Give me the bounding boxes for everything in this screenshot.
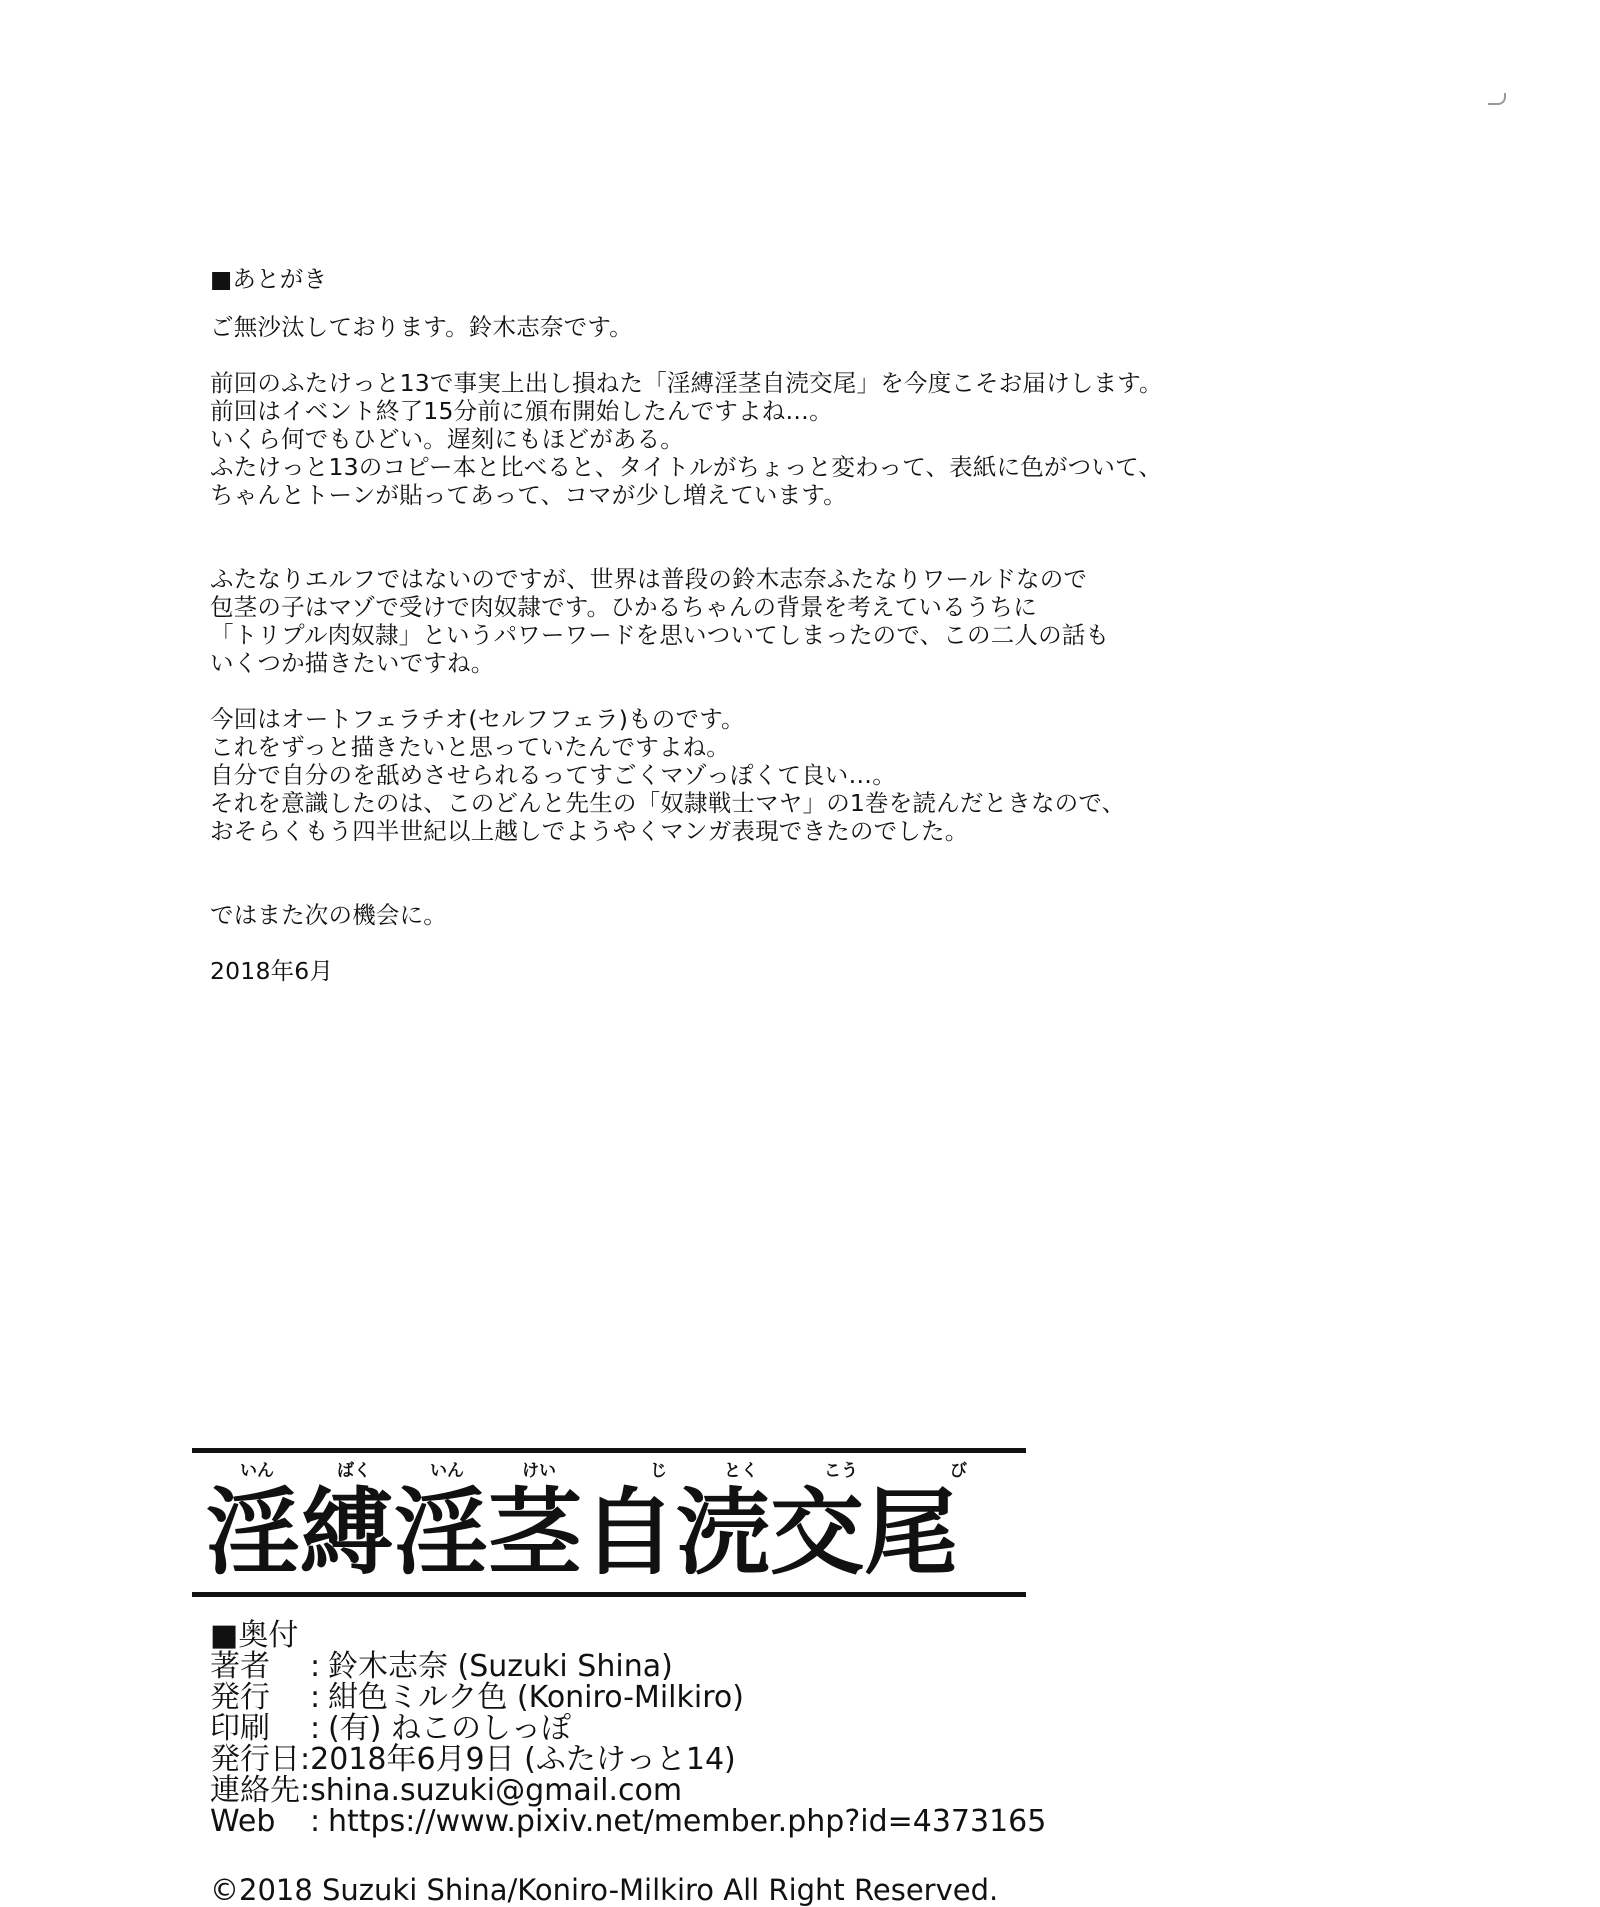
text-line: これをずっと描きたいと思っていたんですよね。: [210, 733, 730, 761]
colophon-key: 発行日: [210, 1742, 300, 1777]
title-top-rule: [192, 1448, 1026, 1453]
afterword-paragraph-3: [210, 705, 1450, 845]
text-line: おそらくもう四半世紀以上越しでようやくマンガ表現できたのでした。: [210, 817, 969, 845]
colophon-separator: :: [310, 1804, 321, 1839]
book-title: 淫縛淫茎自涜交尾: [206, 1478, 959, 1588]
ruby-reading: び: [950, 1461, 967, 1481]
colophon-separator: :: [300, 1773, 311, 1808]
colophon-key: 印刷: [210, 1711, 270, 1746]
text-line: ご無沙汰しております。鈴木志奈です。: [210, 313, 633, 341]
colophon-row-publisher: [210, 1682, 1110, 1713]
colophon-key: 発行: [210, 1680, 270, 1715]
text-line: 前回のふたけっと13で事実上出し損ねた「淫縛淫茎自涜交尾」を今度こそお届けします。: [210, 369, 1163, 397]
ruby-reading: とく: [724, 1461, 758, 1481]
colophon-value: 鈴木志奈 (Suzuki Shina): [328, 1649, 673, 1684]
text-line: いくつか描きたいですね。: [210, 649, 495, 677]
colophon-key: 連絡先: [210, 1773, 300, 1808]
ruby-reading: けい: [522, 1461, 556, 1481]
afterword-paragraph-2: [210, 565, 1450, 677]
ruby-reading: いん: [240, 1461, 274, 1481]
scan-artifact-mark: [1488, 93, 1506, 105]
text-line: いくら何でもひどい。遅刻にもほどがある。: [210, 425, 684, 453]
colophon-row-contact: [210, 1775, 1110, 1806]
colophon-heading: ■奥付: [210, 1618, 299, 1653]
ruby-reading: じ: [650, 1461, 667, 1481]
book-title-block: [192, 1448, 1026, 1598]
colophon-value: https://www.pixiv.net/member.php?id=4373165: [328, 1804, 1047, 1839]
colophon-value: (有) ねこのしっぽ: [328, 1711, 571, 1746]
text-line: 包茎の子はマゾで受けで肉奴隷です。ひかるちゃんの背景を考えているうちに: [210, 593, 1037, 621]
text-line: それを意識したのは、このどんと先生の「奴隷戦士マヤ」の1巻を読んだときなので、: [210, 789, 1126, 817]
colophon-separator: :: [310, 1711, 321, 1746]
colophon-separator: :: [310, 1680, 321, 1715]
afterword-date: [210, 957, 1450, 985]
text-line: 前回はイベント終了15分前に頒布開始したんですよね…。: [210, 397, 833, 425]
ruby-reading: いん: [430, 1461, 464, 1481]
colophon-value: 2018年6月9日 (ふたけっと14): [310, 1742, 736, 1777]
ruby-reading: こう: [824, 1461, 858, 1481]
afterword-heading: ■あとがき: [210, 265, 328, 293]
colophon-section: [210, 1620, 1110, 1837]
text-line: ふたけっと13のコピー本と比べると、タイトルがちょっと変わって、表紙に色がついて、: [210, 453, 1163, 481]
colophon-value: shina.suzuki@gmail.com: [310, 1773, 683, 1808]
title-bottom-rule: [192, 1592, 1026, 1597]
text-line: 「トリプル肉奴隷」というパワーワードを思いついてしまったので、この二人の話も: [210, 621, 1110, 649]
colophon-separator: :: [300, 1742, 311, 1777]
colophon-row-web: [210, 1806, 1110, 1837]
text-line: 自分で自分のを舐めさせられるってすごくマゾっぽくて良い…。: [210, 761, 896, 789]
text-line: ちゃんとトーンが貼ってあって、コマが少し増えています。: [210, 481, 847, 509]
colophon-row-author: [210, 1651, 1110, 1682]
ruby-reading: ばく: [337, 1461, 371, 1481]
colophon-row-date: [210, 1744, 1110, 1775]
afterword-closing: [210, 901, 1450, 929]
afterword-section: [210, 265, 1450, 1013]
text-line: 2018年6月: [210, 957, 334, 985]
copyright-notice: ©2018 Suzuki Shina/Koniro-Milkiro All Right Reserved.: [210, 1873, 999, 1907]
text-line: ふたなりエルフではないのですが、世界は普段の鈴木志奈ふたなりワールドなので: [210, 565, 1088, 593]
colophon-row-printer: [210, 1713, 1110, 1744]
text-line: ではまた次の機会に。: [210, 901, 447, 929]
colophon-key: Web: [210, 1804, 276, 1839]
afterword-paragraph-1: [210, 369, 1450, 509]
colophon-value: 紺色ミルク色 (Koniro-Milkiro): [328, 1680, 744, 1715]
text-line: 今回はオートフェラチオ(セルフフェラ)ものです。: [210, 705, 745, 733]
colophon-separator: :: [310, 1649, 321, 1684]
colophon-key: 著者: [210, 1649, 270, 1684]
afterword-greeting: [210, 313, 1450, 341]
